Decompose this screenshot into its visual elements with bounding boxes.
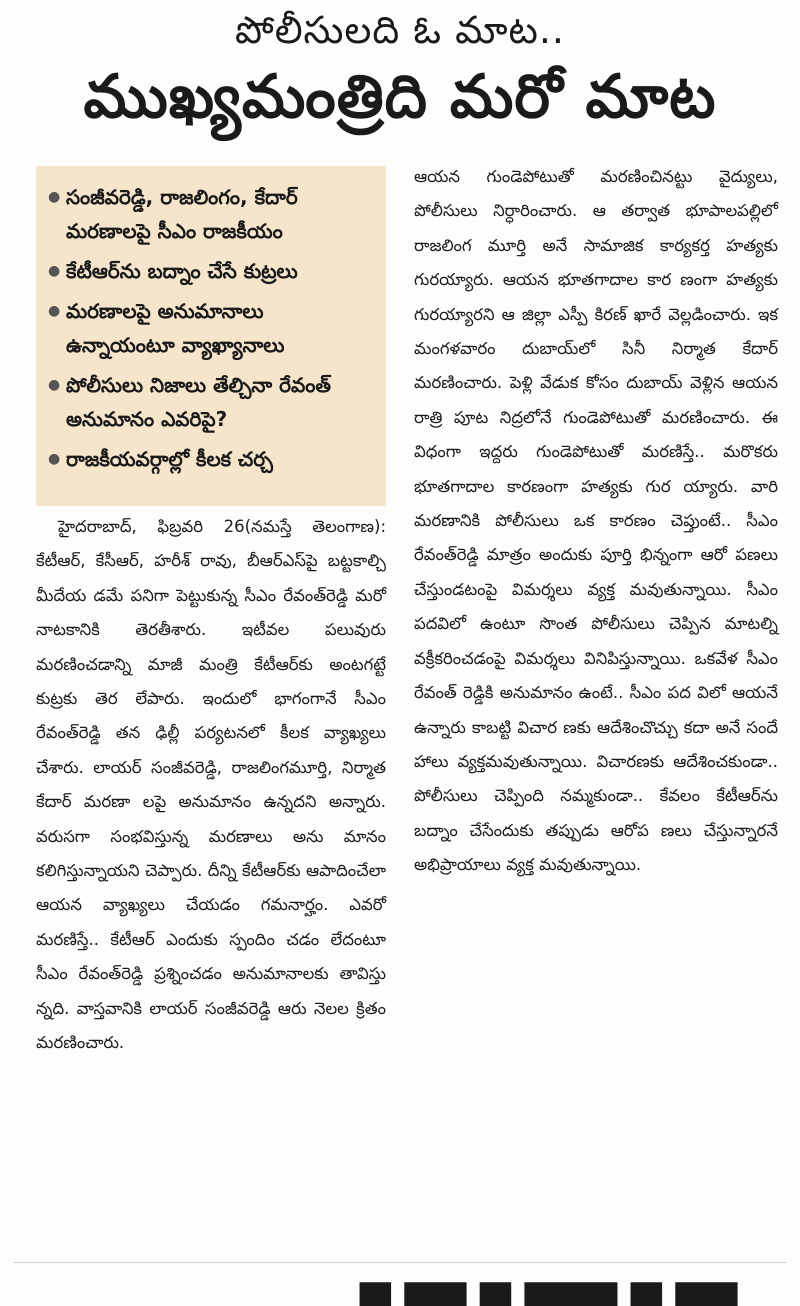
highlight-text: మరణాలపై అనుమానాలు ఉన్నాయంటూ వ్యాఖ్యానాలు <box>66 299 285 357</box>
highlight-item <box>48 180 376 248</box>
highlights-box <box>36 166 386 506</box>
article-column-left <box>36 510 386 1061</box>
bullet-icon: ● <box>48 303 61 319</box>
cropped-next-headline-decoration: ▄ ▄▄ ▄ ▄▄▄ ▄ ▄▄ <box>360 1260 738 1306</box>
article-column-right <box>414 160 778 883</box>
highlight-text: కేటీఆర్‌ను బద్నాం చేసే కుట్రలు <box>66 259 298 283</box>
highlight-text: రాజకీయవర్గాల్లో కీలక చర్చ <box>66 447 273 471</box>
bullet-icon: ● <box>48 189 61 205</box>
highlight-item <box>48 294 376 362</box>
highlight-item <box>48 254 376 288</box>
bullet-icon: ● <box>48 263 61 279</box>
highlight-text: పోలీసులు నిజాలు తేల్చినా రేవంత్ అనుమానం ఎవరిపై? <box>66 373 331 431</box>
bullet-icon: ● <box>48 377 61 393</box>
highlight-item <box>48 368 376 436</box>
main-headline: ముఖ్యమంత్రిది మరో మాట <box>83 62 717 132</box>
article-paragraph: హైదరాబాద్, ఫిబ్రవరి 26(నమస్తే తెలంగాణ): కేటీఆర్, కేసీఆర్, హరీశ్ రావు, బీఆర్‌ఎస్‌పై బట్టకాల్చి మీదేయ డమే పనిగా పెట్టుకున్న సీఎం రేవంత్‌రెడ్డి మరో నాటకానికి తెరతీశారు. ఇటీవల పలువురు మరణించడాన్ని మాజీ మంత్రి కేటీఆర్‌కు అంటగట్టే కుట్రకు తెర లేపారు. ఇందులో భాగంగానే సీఎం రేవంత్‌రెడ్డి తన ఢిల్లీ పర్యటనలో కీలక వ్యాఖ్యలు చేశారు. లాయర్ సంజీవరెడ్డి, రాజలింగమూర్తి, నిర్మాత కేదార్ మరణా లపై అనుమానం ఉన్నదని అన్నారు. వరుసగా సంభవిస్తున్న మరణాలు అను మానం కలిగిస్తున్నాయని చెప్పారు. దీన్ని కేటీఆర్‌కు ఆపాదించేలా ఆయన వ్యాఖ్యలు చేయడం గమనార్హం. ఎవరో మరణిస్తే.. కేటీఆర్ ఎందుకు స్పందిం చడం లేదంటూ సీఎం రేవంత్‌రెడ్డి ప్రశ్నించడం అనుమానాలకు తావిస్తు న్నది. వాస్తవానికి లాయర్ సంజీవరెడ్డి ఆరు నెలల క్రితం మరణించారు. <box>36 517 386 1053</box>
highlight-text: సంజీవరెడ్డి, రాజలింగం, కేదార్ మరణాలపై సీఎం రాజకీయం <box>66 185 298 243</box>
highlight-item <box>48 442 376 476</box>
bullet-icon: ● <box>48 451 61 467</box>
article-paragraph: ఆయన గుండెపోటుతో మరణించినట్టు వైద్యులు, పోలీసులు నిర్ధారించారు. ఆ తర్వాత భూపాలపల్లిలో రాజలింగ మూర్తి అనే సామాజిక కార్యకర్త హత్యకు గురయ్యారు. ఆయన భూతగాదాల కార ణంగా హత్యకు గురయ్యారని ఆ జిల్లా ఎస్పీ కిరణ్ ఖారే వెల్లడించారు. ఇక మంగళవారం దుబాయ్‌లో సినీ నిర్మాత కేదార్ మరణించారు. పెళ్లి వేడుక కోసం దుబాయ్ వెళ్లిన ఆయన రాత్రి పూట నిద్రలోనే గుండెపోటుతో మరణించారు. ఈ విధంగా ఇద్దరు గుండెపోటుతో మరణిస్తే.. మరొకరు భూతగాదాల కారణంగా హత్యకు గుర య్యారు. వారి మరణానికి పోలీసులు ఒక కారణం చెప్తుంటే.. సీఎం రేవంత్‌రెడ్డి మాత్రం అందుకు పూర్తి భిన్నంగా ఆరో పణలు చేస్తుండటంపై విమర్శలు వ్యక్త మవుతున్నాయి. సీఎం పదవిలో ఉంటూ సొంత పోలీసులు చెప్పిన మాటల్ని వక్రీకరించడంపై విమర్శలు వినిపిస్తున్నాయి. ఒకవేళ సీఎం రేవంత్ రెడ్డికి అనుమానం ఉంటే.. సీఎం పద విలో ఆయనే ఉన్నారు కాబట్టి విచార ణకు ఆదేశించొచ్చు కదా అనే సందే హాలు వ్యక్తమవుతున్నాయి. విచారణకు ఆదేశించకుండా.. పోలీసులు చెప్పింది నమ్మకుండా.. కేవలం కేటీఆర్‌ను బద్నాం చేసేందుకు తప్పుడు ఆరోప ణలు చేస్తున్నారనే అభిప్రాయాలు వ్యక్త మవుతున్నాయి. <box>414 167 778 875</box>
kicker-headline: పోలీసులది ఓ మాట.. <box>235 8 565 52</box>
